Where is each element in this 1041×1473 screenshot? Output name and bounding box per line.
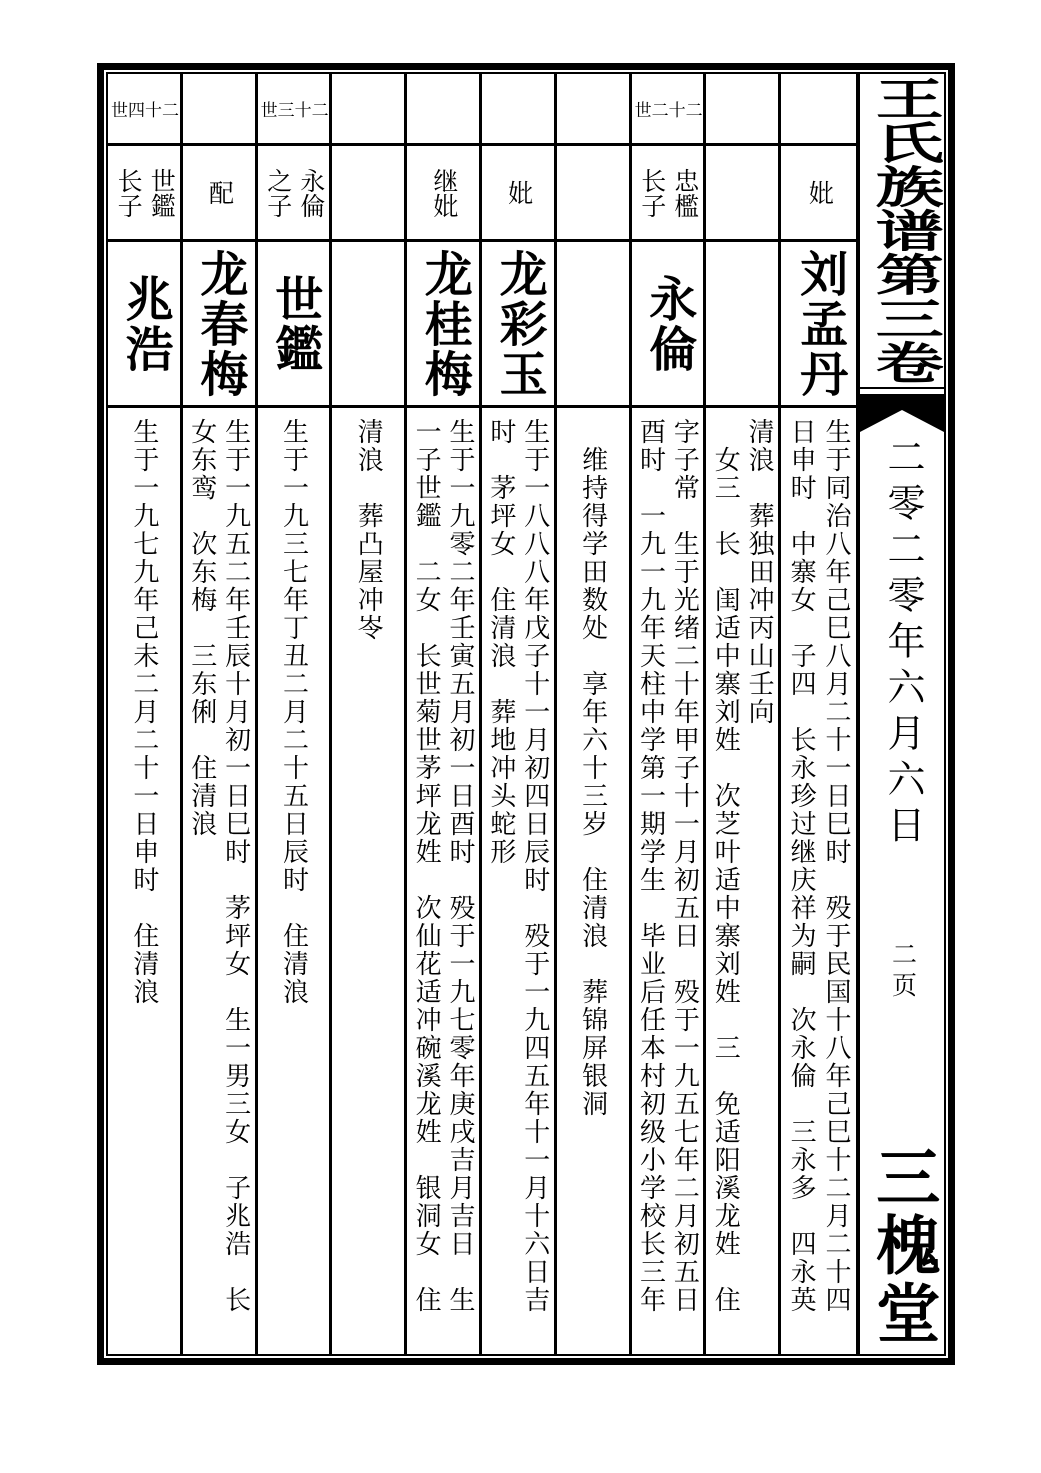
bio-cell <box>108 408 183 1354</box>
relation-text: 忠檻 <box>670 167 698 218</box>
bio-text: 生于一九零二年壬寅五月初一日酉时 殁于一九七零年庚戌吉月吉日 生 <box>445 418 475 1314</box>
bio-text: 清浪 葬凸屋冲岺 <box>354 418 384 642</box>
relation-text: 永倫 <box>296 167 324 218</box>
genealogy-table <box>108 74 856 1354</box>
relation-text: 妣 <box>504 180 532 205</box>
volume-title: 王氏族谱第三卷 <box>864 76 941 384</box>
generation-cell: 世二十二 <box>632 74 707 146</box>
name-cell <box>332 242 407 408</box>
relation-text: 妣 <box>805 180 833 205</box>
hall-name: 三槐堂 <box>867 1144 939 1348</box>
bio-text: 生于同治八年己巳八月二十一日巳时 殁于民国十八年己巳十二月二十四 <box>821 418 851 1314</box>
bio-cell <box>407 408 482 1354</box>
bio-cell <box>557 408 632 1354</box>
name-cell <box>706 242 781 408</box>
relation-cell <box>632 146 707 242</box>
name-cell <box>258 242 333 408</box>
bio-text: 清浪 葬独田冲丙山壬向 <box>745 418 775 726</box>
generation-cell: 世四十二 <box>108 74 183 146</box>
bio-text: 女东鸾 次东梅 三东俐 住清浪 <box>187 418 217 838</box>
page-border <box>97 63 955 1365</box>
name-cell <box>781 242 856 408</box>
bio-text: 维持得学田数处 享年六十三岁 住清浪 葬锦屏银洞 <box>578 418 608 1118</box>
relation-text: 之子 <box>263 167 291 218</box>
generation-cell <box>482 74 557 146</box>
bio-cell <box>332 408 407 1354</box>
bio-cell <box>482 408 557 1354</box>
generation-cell <box>781 74 856 146</box>
bio-text: 日申时 中寨女 子四 长永珍过继庆祥为嗣 次永倫 三永多 四永英 <box>787 418 817 1314</box>
bio-cell <box>183 408 258 1354</box>
person-name: 龙彩玉 <box>492 248 546 399</box>
relation-text: 世鑑 <box>147 167 175 218</box>
bio-text: 生于一九三七年丁丑二月二十五日辰时 住清浪 <box>279 418 309 1006</box>
name-cell <box>183 242 258 408</box>
bio-cell <box>258 408 333 1354</box>
bio-text: 生于一八八八年戊子十一月初四日辰时 殁于一九四五年十一月十六日吉 <box>520 418 550 1314</box>
generation-cell <box>183 74 258 146</box>
name-cell <box>557 242 632 408</box>
relation-cell <box>557 146 632 242</box>
relation-text: 长子 <box>637 167 665 218</box>
bio-text: 生于一九五二年壬辰十月初一日巳时 茅坪女 生一男三女 子兆浩 长 <box>221 418 251 1314</box>
person-name: 龙春梅 <box>192 248 246 399</box>
generation-cell <box>557 74 632 146</box>
generation-cell <box>332 74 407 146</box>
person-name: 刘孟丹 <box>792 248 846 399</box>
bio-text: 女三 长 闺适中寨刘姓 次芝叶适中寨刘姓 三 免适阳溪龙姓 住 <box>711 418 741 1314</box>
relation-cell <box>407 146 482 242</box>
relation-text: 继妣 <box>429 167 457 218</box>
date-label: 二零二零年六月六日 <box>881 437 923 851</box>
bio-text: 字子常 生于光绪二十年甲子十一月初五日 殁于一九五七年二月初五日 <box>670 418 700 1314</box>
generation-cell <box>706 74 781 146</box>
bio-cell <box>632 408 707 1354</box>
generation-cell: 世三十二 <box>258 74 333 146</box>
person-name: 兆浩 <box>118 273 172 374</box>
relation-text: 配 <box>205 180 233 205</box>
name-cell <box>108 242 183 408</box>
bio-text: 酉时 一九一九年天柱中学第一期学生 毕业后任本村初级小学校长三年 <box>636 418 666 1314</box>
relation-cell <box>258 146 333 242</box>
relation-cell <box>332 146 407 242</box>
person-name: 永倫 <box>641 273 695 374</box>
inner-border <box>106 72 946 1356</box>
bio-text: 一子世鑑 二女 长世菊世茅坪龙姓 次仙花适冲碗溪龙姓 银洞女 住 <box>412 418 442 1314</box>
relation-text: 长子 <box>114 167 142 218</box>
relation-cell <box>482 146 557 242</box>
fishtail-mark <box>860 396 944 432</box>
relation-cell <box>781 146 856 242</box>
title-divider <box>860 387 944 396</box>
name-cell <box>407 242 482 408</box>
relation-cell <box>108 146 183 242</box>
bio-cell <box>781 408 856 1354</box>
relation-cell <box>183 146 258 242</box>
generation-cell <box>407 74 482 146</box>
page-number: 二页 <box>888 941 916 1003</box>
bio-cell <box>706 408 781 1354</box>
name-cell <box>482 242 557 408</box>
person-name: 世鑑 <box>267 273 321 374</box>
relation-cell <box>706 146 781 242</box>
bio-text: 时 茅坪女 住清浪 葬地冲头蛇形 <box>486 418 516 866</box>
person-name: 龙桂梅 <box>417 248 471 399</box>
name-cell <box>632 242 707 408</box>
bio-text: 生于一九七九年己未二月二十一日申时 住清浪 <box>129 418 159 1006</box>
title-column <box>856 74 944 1354</box>
